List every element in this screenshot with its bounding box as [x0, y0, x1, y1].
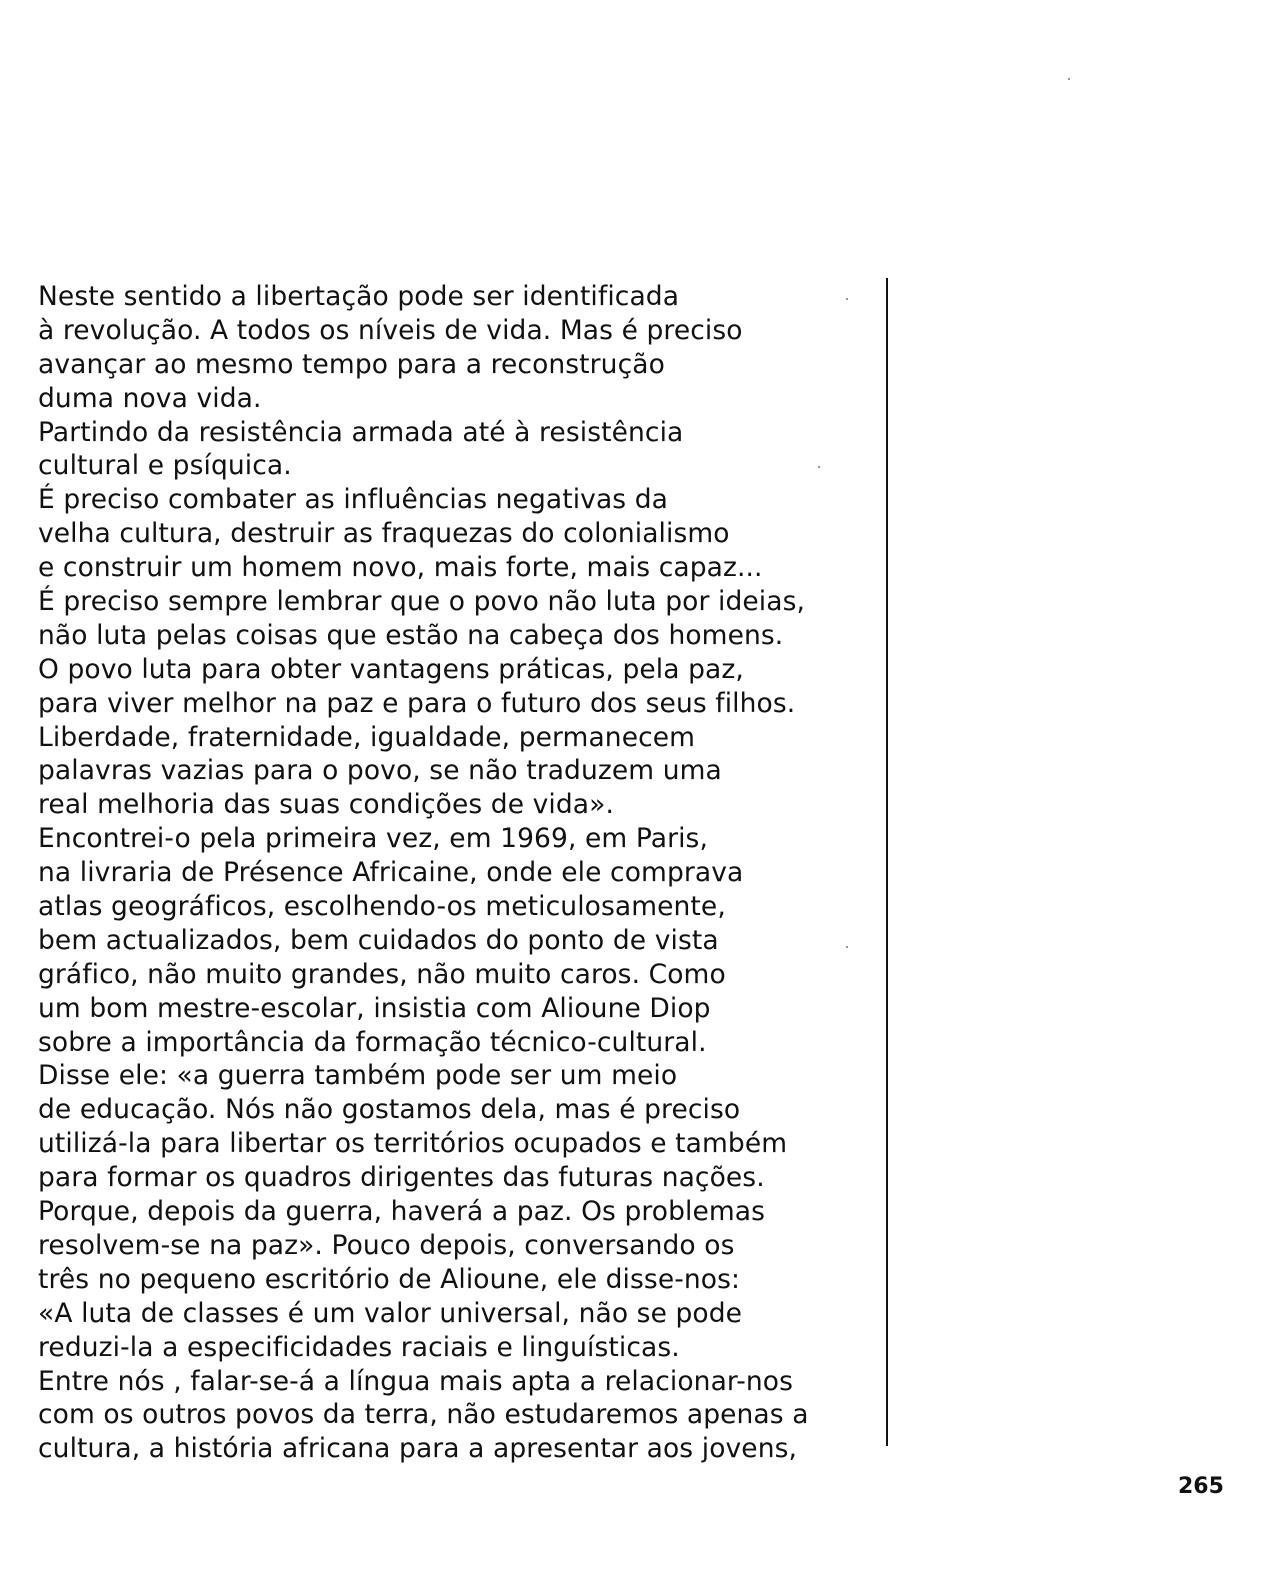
- scan-speck: [1068, 78, 1070, 80]
- body-text: [38, 280, 878, 1466]
- text-line: Entre nós , falar-se-á a língua mais apta a relacionar-nos: [38, 1365, 793, 1397]
- text-line: para viver melhor na paz e para o futuro dos seus filhos.: [38, 687, 796, 719]
- text-line: real melhoria das suas condições de vida».: [38, 789, 614, 821]
- text-line: Porque, depois da guerra, haverá a paz. Os problemas: [38, 1196, 766, 1228]
- text-line: com os outros povos da terra, não estudaremos apenas a: [38, 1399, 809, 1431]
- text-line: palavras vazias para o povo, se não traduzem uma: [38, 755, 722, 787]
- text-line: um bom mestre-escolar, insistia com Alioune Diop: [38, 992, 711, 1024]
- text-line: para formar os quadros dirigentes das futuras nações.: [38, 1162, 765, 1194]
- text-line: gráfico, não muito grandes, não muito caros. Como: [38, 958, 726, 990]
- text-line: velha cultura, destruir as fraquezas do colonialismo: [38, 518, 730, 550]
- text-line: É preciso combater as influências negativas da: [38, 484, 668, 516]
- text-line: É preciso sempre lembrar que o povo não luta por ideias,: [38, 586, 806, 618]
- text-line: de educação. Nós não gostamos dela, mas é preciso: [38, 1094, 741, 1126]
- text-line: Disse ele: «a guerra também pode ser um meio: [38, 1060, 678, 1092]
- text-line: utilizá-la para libertar os territórios ocupados e também: [38, 1128, 788, 1160]
- page-number: 265: [1178, 1474, 1224, 1499]
- text-line: reduzi-la a especificidades raciais e linguísticas.: [38, 1331, 680, 1363]
- scan-speck: [846, 298, 848, 300]
- text-line: e construir um homem novo, mais forte, mais capaz...: [38, 552, 763, 584]
- margin-rule: [886, 278, 888, 1446]
- text-line: Neste sentido a libertação pode ser identificada: [38, 281, 680, 312]
- text-line: cultural e psíquica.: [38, 450, 292, 482]
- text-line: à revolução. A todos os níveis de vida. Mas é preciso: [38, 314, 743, 346]
- text-line: três no pequeno escritório de Alioune, ele disse-nos:: [38, 1263, 741, 1295]
- text-line: bem actualizados, bem cuidados do ponto de vista: [38, 924, 719, 956]
- text-line: «A luta de classes é um valor universal, não se pode: [38, 1297, 743, 1329]
- scan-speck: [846, 946, 848, 948]
- text-line: duma nova vida.: [38, 382, 262, 414]
- text-line: Partindo da resistência armada até à resistência: [38, 416, 684, 448]
- text-line: avançar ao mesmo tempo para a reconstrução: [38, 348, 665, 380]
- scan-speck: [818, 466, 820, 468]
- text-line: O povo luta para obter vantagens práticas, pela paz,: [38, 653, 744, 685]
- text-line: resolvem-se na paz». Pouco depois, conversando os: [38, 1229, 735, 1261]
- text-line: atlas geográficos, escolhendo-os meticulosamente,: [38, 891, 726, 923]
- text-line: Liberdade, fraternidade, igualdade, permanecem: [38, 721, 696, 753]
- text-line: sobre a importância da formação técnico-cultural.: [38, 1026, 707, 1058]
- text-line: não luta pelas coisas que estão na cabeça dos homens.: [38, 619, 784, 651]
- text-line: Encontrei-o pela primeira vez, em 1969, em Paris,: [38, 823, 708, 855]
- text-line: na livraria de Présence Africaine, onde ele comprava: [38, 857, 744, 889]
- text-line: cultura, a história africana para a apresentar aos jovens,: [38, 1433, 798, 1465]
